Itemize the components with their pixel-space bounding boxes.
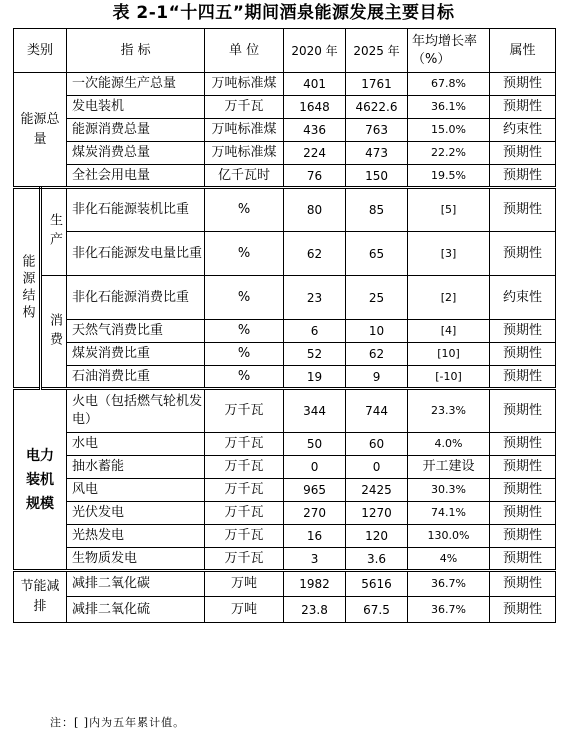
cell-2025: 473 [346, 142, 408, 165]
cell-unit: % [205, 188, 284, 232]
cell-2020: 6 [284, 320, 346, 343]
cell-unit: % [205, 276, 284, 320]
cell-growth: 4% [408, 548, 490, 571]
cell-indicator: 光热发电 [67, 525, 205, 548]
cell-attribute: 预期性 [490, 479, 556, 502]
cell-attribute: 预期性 [490, 142, 556, 165]
cell-attribute: 预期性 [490, 433, 556, 456]
table-row [14, 96, 556, 119]
cell-unit: 万千瓦 [205, 433, 284, 456]
cell-unit: 万千瓦 [205, 525, 284, 548]
cell-growth: 19.5% [408, 165, 490, 188]
cell-unit: 万千瓦 [205, 548, 284, 571]
cell-2020: 50 [284, 433, 346, 456]
table-row [14, 188, 556, 232]
cell-growth: 36.7% [408, 571, 490, 597]
cell-2020: 344 [284, 389, 346, 433]
cell-indicator: 煤炭消费总量 [67, 142, 205, 165]
cell-2025: 3.6 [346, 548, 408, 571]
cell-2020: 401 [284, 73, 346, 96]
cell-indicator: 石油消费比重 [67, 366, 205, 389]
cell-indicator: 天然气消费比重 [67, 320, 205, 343]
cell-2020: 76 [284, 165, 346, 188]
table-row [14, 232, 556, 276]
cell-2025: 5616 [346, 571, 408, 597]
cell-2025: 62 [346, 343, 408, 366]
header-category: 类别 [14, 29, 67, 73]
cell-2020: 0 [284, 456, 346, 479]
cell-unit: 万千瓦 [205, 502, 284, 525]
cell-2025: 10 [346, 320, 408, 343]
table-row [14, 571, 556, 597]
cell-growth: 36.1% [408, 96, 490, 119]
cell-unit: 亿千瓦时 [205, 165, 284, 188]
cell-attribute: 预期性 [490, 456, 556, 479]
header-indicator: 指 标 [67, 29, 205, 73]
cell-indicator: 非化石能源发电量比重 [67, 232, 205, 276]
cell-2025: 85 [346, 188, 408, 232]
table-row [14, 525, 556, 548]
cell-2025: 4622.6 [346, 96, 408, 119]
cell-indicator: 发电装机 [67, 96, 205, 119]
cell-growth: 4.0% [408, 433, 490, 456]
cell-2025: 60 [346, 433, 408, 456]
table-row [14, 597, 556, 623]
cell-attribute: 预期性 [490, 73, 556, 96]
cell-2020: 224 [284, 142, 346, 165]
cell-growth: 36.7% [408, 597, 490, 623]
cell-unit: 万吨 [205, 597, 284, 623]
cell-unit: % [205, 232, 284, 276]
table-row [14, 119, 556, 142]
cell-indicator: 减排二氧化碳 [67, 571, 205, 597]
cell-attribute: 预期性 [490, 502, 556, 525]
header-unit: 单 位 [205, 29, 284, 73]
cell-growth: [10] [408, 343, 490, 366]
cell-attribute: 预期性 [490, 389, 556, 433]
cell-unit: % [205, 366, 284, 389]
cell-2025: 65 [346, 232, 408, 276]
cell-unit: % [205, 320, 284, 343]
cell-indicator: 非化石能源消费比重 [67, 276, 205, 320]
cell-indicator: 煤炭消费比重 [67, 343, 205, 366]
cell-2020: 19 [284, 366, 346, 389]
cell-growth: [-10] [408, 366, 490, 389]
cell-attribute: 预期性 [490, 571, 556, 597]
cell-growth: 67.8% [408, 73, 490, 96]
cell-indicator: 光伏发电 [67, 502, 205, 525]
cell-indicator: 全社会用电量 [67, 165, 205, 188]
cell-indicator: 风电 [67, 479, 205, 502]
cell-unit: 万千瓦 [205, 479, 284, 502]
cell-unit: 万吨标准煤 [205, 142, 284, 165]
header-2025: 2025 年 [346, 29, 408, 73]
cell-attribute: 预期性 [490, 525, 556, 548]
cell-2025: 0 [346, 456, 408, 479]
table-row [14, 389, 556, 433]
cell-unit: % [205, 343, 284, 366]
cell-2020: 965 [284, 479, 346, 502]
subgroup-production: 生产 [41, 188, 67, 276]
cell-unit: 万千瓦 [205, 456, 284, 479]
cell-2020: 52 [284, 343, 346, 366]
cell-indicator: 火电（包括燃气轮机发电） [67, 389, 205, 433]
cell-indicator: 非化石能源装机比重 [67, 188, 205, 232]
cell-2020: 62 [284, 232, 346, 276]
cell-indicator: 抽水蓄能 [67, 456, 205, 479]
header-growth: 年均增长率（%） [408, 29, 490, 73]
group-energy-structure: 能源结构 [14, 188, 41, 389]
cell-growth: 23.3% [408, 389, 490, 433]
cell-2020: 1982 [284, 571, 346, 597]
cell-attribute: 预期性 [490, 343, 556, 366]
cell-indicator: 一次能源生产总量 [67, 73, 205, 96]
table-title: 表 2-1“十四五”期间酒泉能源发展主要目标 [112, 3, 455, 23]
table-row [14, 548, 556, 571]
cell-attribute: 预期性 [490, 597, 556, 623]
cell-attribute: 预期性 [490, 366, 556, 389]
cell-2025: 1270 [346, 502, 408, 525]
cell-attribute: 预期性 [490, 232, 556, 276]
header-row [14, 29, 556, 73]
cell-2020: 80 [284, 188, 346, 232]
group-energy-total: 能源总量 [14, 73, 67, 188]
cell-2020: 16 [284, 525, 346, 548]
cell-growth: 15.0% [408, 119, 490, 142]
group-energy-saving: 节能减排 [14, 571, 67, 623]
cell-2025: 67.5 [346, 597, 408, 623]
cell-attribute: 约束性 [490, 276, 556, 320]
cell-2025: 763 [346, 119, 408, 142]
header-attribute: 属性 [490, 29, 556, 73]
cell-attribute: 预期性 [490, 96, 556, 119]
table-note: 注：[ ]内为五年累计值。 [50, 716, 186, 729]
cell-growth: 30.3% [408, 479, 490, 502]
table-row [14, 456, 556, 479]
cell-2020: 436 [284, 119, 346, 142]
cell-growth: [5] [408, 188, 490, 232]
cell-indicator: 水电 [67, 433, 205, 456]
cell-growth: 22.2% [408, 142, 490, 165]
cell-2025: 25 [346, 276, 408, 320]
cell-indicator: 生物质发电 [67, 548, 205, 571]
cell-growth: 开工建设 [408, 456, 490, 479]
cell-2025: 9 [346, 366, 408, 389]
cell-unit: 万千瓦 [205, 389, 284, 433]
cell-attribute: 预期性 [490, 165, 556, 188]
cell-2025: 1761 [346, 73, 408, 96]
subgroup-consumption: 消费 [41, 276, 67, 389]
header-2020: 2020 年 [284, 29, 346, 73]
table-row [14, 366, 556, 389]
cell-growth: [4] [408, 320, 490, 343]
group-power-capacity: 电力装机规模 [14, 389, 67, 571]
cell-indicator: 能源消费总量 [67, 119, 205, 142]
table-row [14, 73, 556, 96]
cell-2025: 744 [346, 389, 408, 433]
table-row [14, 320, 556, 343]
cell-2025: 150 [346, 165, 408, 188]
cell-2020: 1648 [284, 96, 346, 119]
table-row [14, 479, 556, 502]
cell-unit: 万吨 [205, 571, 284, 597]
cell-2025: 2425 [346, 479, 408, 502]
table-row [14, 433, 556, 456]
table-row [14, 502, 556, 525]
cell-unit: 万千瓦 [205, 96, 284, 119]
cell-attribute: 预期性 [490, 188, 556, 232]
table-row [14, 142, 556, 165]
cell-growth: 74.1% [408, 502, 490, 525]
cell-attribute: 约束性 [490, 119, 556, 142]
cell-attribute: 预期性 [490, 548, 556, 571]
cell-unit: 万吨标准煤 [205, 73, 284, 96]
cell-growth: 130.0% [408, 525, 490, 548]
cell-2020: 3 [284, 548, 346, 571]
cell-2025: 120 [346, 525, 408, 548]
energy-targets-table [13, 28, 556, 623]
cell-growth: [2] [408, 276, 490, 320]
cell-attribute: 预期性 [490, 320, 556, 343]
cell-2020: 23 [284, 276, 346, 320]
cell-indicator: 减排二氧化硫 [67, 597, 205, 623]
table-row [14, 276, 556, 320]
cell-2020: 23.8 [284, 597, 346, 623]
cell-growth: [3] [408, 232, 490, 276]
table-row [14, 343, 556, 366]
table-row [14, 165, 556, 188]
cell-2020: 270 [284, 502, 346, 525]
cell-unit: 万吨标准煤 [205, 119, 284, 142]
